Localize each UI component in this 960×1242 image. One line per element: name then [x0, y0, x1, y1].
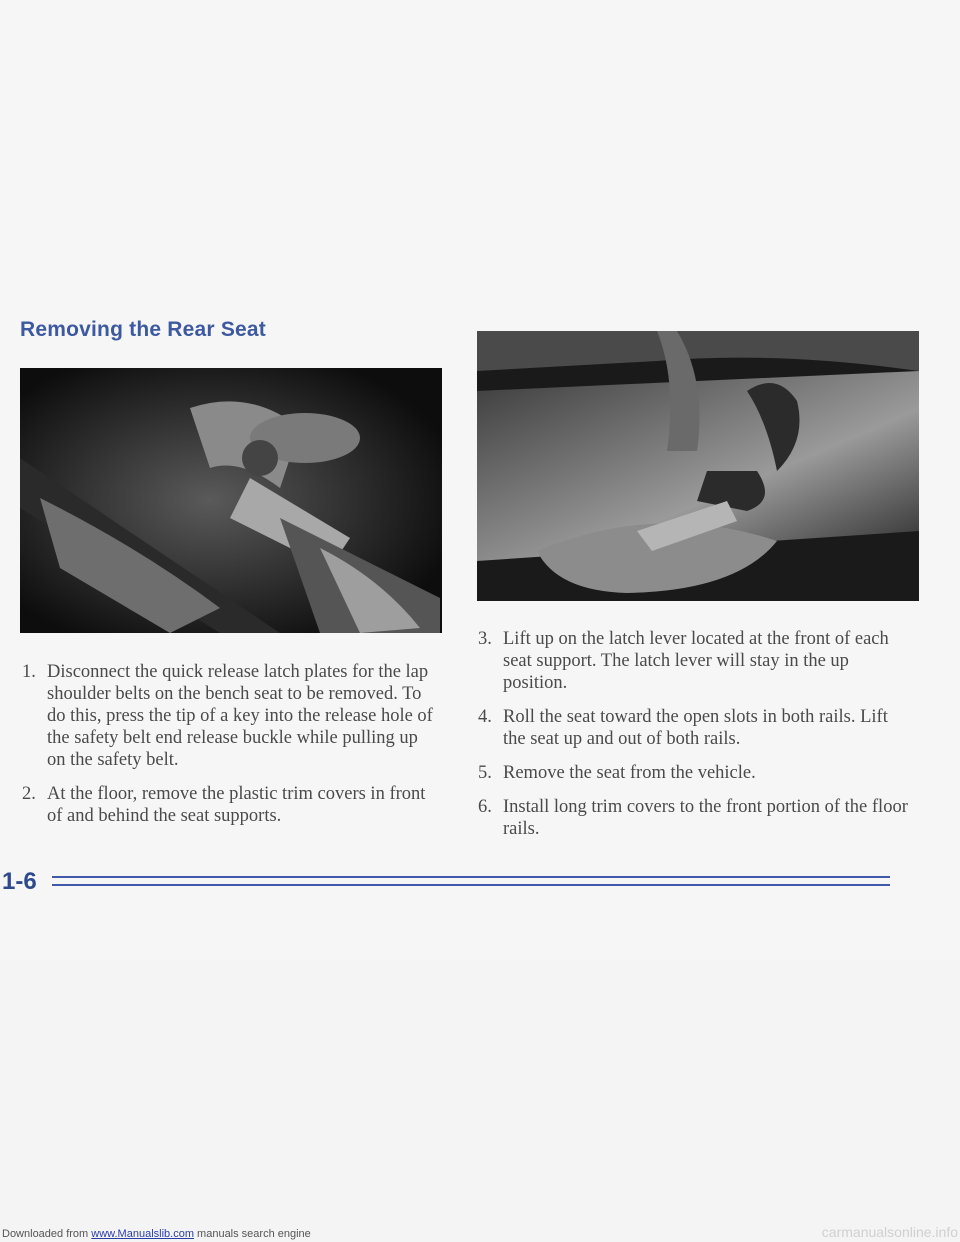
steps-list-left	[22, 661, 437, 839]
step-number: 3.	[478, 629, 492, 649]
step-item	[22, 661, 437, 771]
footer-rule	[52, 876, 890, 878]
watermark: carmanualsonline.info	[821, 1224, 958, 1240]
page-number: 1-6	[2, 868, 37, 895]
step-number: 6.	[478, 797, 492, 817]
step-text: At the floor, remove the plastic trim covers in front of and behind the seat supports.	[47, 784, 426, 826]
step-item	[22, 783, 437, 827]
step-text: Lift up on the latch lever located at the front of each seat support. The latch lever will stay in the up position.	[503, 629, 889, 693]
step-number: 2.	[22, 784, 36, 804]
step-item	[478, 706, 908, 750]
step-number: 4.	[478, 707, 492, 727]
section-title: Removing the Rear Seat	[20, 318, 266, 341]
step-number: 1.	[22, 662, 36, 682]
steps-list-right	[478, 628, 908, 852]
step-text: Roll the seat toward the open slots in both rails. Lift the seat up and out of both rails.	[503, 707, 888, 749]
step-item	[478, 796, 908, 840]
footer-rule	[52, 884, 890, 886]
download-source	[2, 1228, 311, 1240]
step-item	[478, 628, 908, 694]
source-suffix: manuals search engine	[197, 1228, 311, 1240]
photo-latch-lever	[477, 331, 919, 601]
photo-seat-belt-release	[20, 368, 442, 633]
source-link[interactable]: www.Manualslib.com	[91, 1228, 194, 1240]
step-text: Remove the seat from the vehicle.	[503, 763, 756, 783]
step-item	[478, 762, 908, 784]
step-text: Install long trim covers to the front portion of the floor rails.	[503, 797, 908, 839]
source-prefix: Downloaded from	[2, 1228, 89, 1240]
step-number: 5.	[478, 763, 492, 783]
step-text: Disconnect the quick release latch plates for the lap shoulder belts on the bench seat to be removed. To do this, press the tip of a key into the release hole of the safety belt end release buckle while pulling up on the safety belt.	[47, 662, 433, 770]
